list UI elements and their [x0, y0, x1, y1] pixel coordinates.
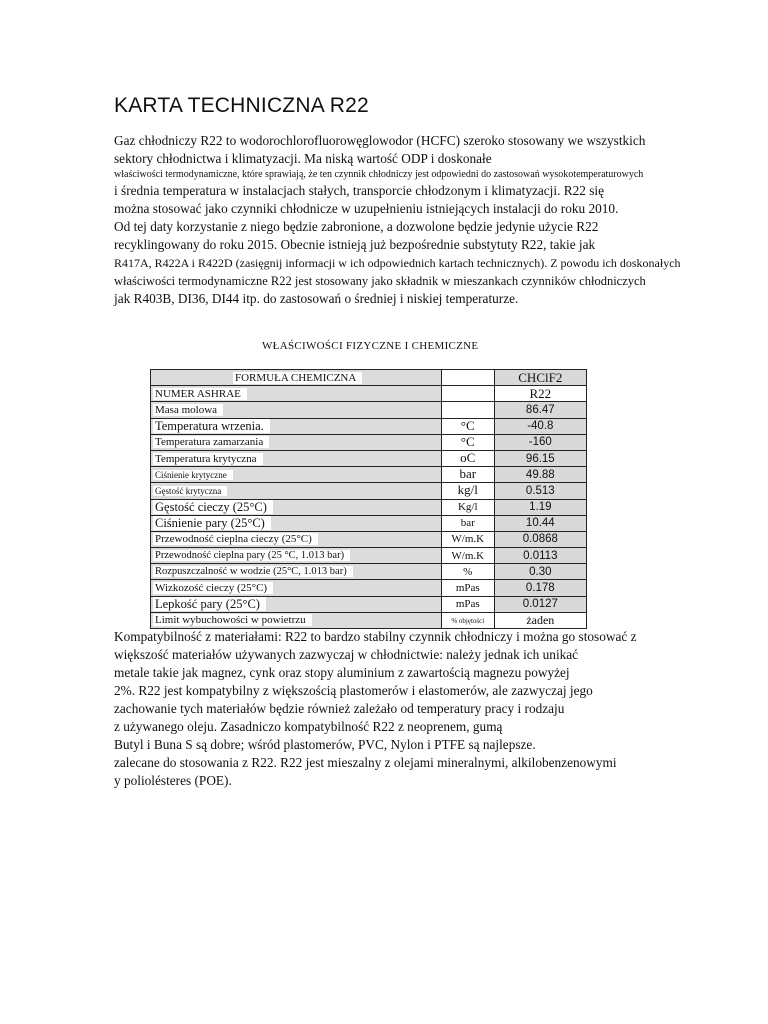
property-name: Przewodność cieplna cieczy (25°C) — [153, 533, 318, 545]
property-unit: mPas — [455, 598, 480, 611]
property-value: 49.88 — [494, 467, 586, 483]
property-value: 10.44 — [494, 515, 586, 531]
table-row — [151, 499, 587, 515]
property-value: 0.30 — [494, 564, 586, 580]
intro-paragraph — [114, 132, 714, 308]
table-row — [151, 515, 587, 531]
compatibility-paragraph — [114, 628, 714, 790]
property-name: Wizkozość cieczy (25°C) — [153, 582, 273, 594]
compat-line: y poliolésteres (POE). — [114, 773, 232, 788]
page-title: KARTA TECHNICZNA R22 — [114, 94, 369, 117]
compat-line: Kompatybilność z materiałami: R22 to bardzo stabilny czynnik chłodniczy i można go stosować z — [114, 629, 637, 644]
table-row — [151, 402, 587, 418]
property-unit: % — [463, 565, 473, 578]
table-row — [151, 450, 587, 466]
compat-line: zachowanie tych materiałów będzie również zależało od temperatury pracy i rodzaju — [114, 701, 565, 716]
property-value: żaden — [494, 612, 586, 628]
intro-line: właściwości termodynamiczne R22 jest stosowany jako składnik w mieszankach czynników chłodniczych — [114, 274, 646, 288]
table-row — [151, 612, 587, 628]
property-value: R22 — [494, 386, 586, 402]
table-row — [151, 467, 587, 483]
property-unit: W/m.K — [451, 533, 485, 546]
property-unit: °C — [460, 434, 475, 449]
property-name: Temperatura wrzenia. — [153, 419, 270, 433]
property-value: 0.0127 — [494, 596, 586, 612]
compat-line: 2%. R22 jest kompatybilny z większością plastomerów i elastomerów, ale zazwyczaj jego — [114, 683, 593, 698]
property-name: Przewodność cieplna pary (25 °C, 1.013 bar) — [153, 550, 350, 561]
table-row — [151, 386, 587, 402]
table-title: WŁAŚCIWOŚCI FIZYCZNE I CHEMICZNE — [262, 340, 479, 352]
property-name: Temperatura zamarzania — [153, 436, 269, 448]
property-name: Ciśnienie pary (25°C) — [153, 516, 271, 530]
property-name: Masa molowa — [153, 404, 223, 416]
compat-line: większość materiałów używanych zazwyczaj w chłodnictwie: należy jednak ich unikać — [114, 647, 579, 662]
table-row — [151, 548, 587, 564]
property-unit — [441, 370, 494, 386]
intro-line: jak R403B, DI36, DI44 itp. do zastosowań o średniej i niskiej temperaturze. — [114, 291, 519, 306]
table-row — [151, 418, 587, 434]
intro-line: sektory chłodnictwa i klimatyzacji. Ma niską wartość ODP i doskonałe — [114, 151, 492, 166]
property-unit: % objętości — [451, 616, 485, 625]
table-row — [151, 370, 587, 386]
compat-line: z używanego oleju. Zasadniczo kompatybilność R22 z neoprenem, gumą — [114, 719, 503, 734]
property-value: -40.8 — [494, 418, 586, 434]
property-value: 96.15 — [494, 450, 586, 466]
property-name: Temperatura krytyczna — [153, 453, 263, 465]
table-row — [151, 483, 587, 499]
property-name: FORMUŁA CHEMICZNA — [233, 372, 362, 384]
table-row — [151, 531, 587, 547]
property-value: 0.0113 — [494, 548, 586, 564]
intro-line: można stosować jako czynniki chłodnicze w uzupełnieniu istniejących instalacji do roku 2010. — [114, 201, 619, 216]
intro-line: i średnia temperatura w instalacjach stałych, transporcie chłodzonym i klimatyzacji. R22 się — [114, 183, 604, 198]
property-name: Lepkość pary (25°C) — [153, 597, 266, 611]
compat-line: zalecane do stosowania z R22. R22 jest mieszalny z olejami mineralnymi, alkilobenzenowymi — [114, 755, 617, 770]
intro-line: recyklingowany do roku 2015. Obecnie istnieją już bezpośrednie substytuty R22, takie jak — [114, 237, 596, 252]
property-unit: Kg/l — [457, 501, 478, 514]
property-value: 0.513 — [494, 483, 586, 499]
property-name: Gęstość krytyczna — [153, 486, 227, 496]
property-unit: bar — [460, 517, 475, 530]
property-value: 0.178 — [494, 580, 586, 596]
property-name: Limit wybuchowości w powietrzu — [153, 614, 312, 626]
property-unit: oC — [460, 450, 476, 466]
intro-line: Od tej daty korzystanie z niego będzie zabronione, a dozwolone będzie jedynie użycie R22 — [114, 219, 599, 234]
compat-line: Butyl i Buna S są dobre; wśród plastomerów, PVC, Nylon i PTFE są najlepsze. — [114, 737, 536, 752]
compat-line: metale takie jak magnez, cynk oraz stopy aluminium z zawartością magnezu powyżej — [114, 665, 570, 680]
intro-line: R417A, R422A i R422D (zasięgnij informacji w ich odpowiednich kartach technicznych). Z powodu ich doskonałych — [114, 256, 681, 270]
property-unit: mPas — [455, 582, 480, 595]
property-name: Ciśnienie krytyczne — [153, 470, 233, 480]
property-value: 0.0868 — [494, 531, 586, 547]
property-value: 86.47 — [494, 402, 586, 418]
properties-table — [150, 369, 587, 629]
intro-line: właściwości termodynamiczne, które sprawiają, że ten czynnik chłodniczy jest odpowiedni do zastosowań wysokotemperaturowych — [114, 169, 644, 180]
table-row — [151, 434, 587, 450]
property-unit: bar — [459, 466, 477, 482]
property-unit — [441, 402, 494, 418]
property-name: NUMER ASHRAE — [153, 388, 247, 400]
property-value: 1.19 — [494, 499, 586, 515]
table-row — [151, 596, 587, 612]
intro-line: Gaz chłodniczy R22 to wodorochlorofluorowęglowodor (HCFC) szeroko stosowany we wszystkich — [114, 133, 646, 148]
property-value: CHClF2 — [494, 370, 586, 386]
table-row — [151, 564, 587, 580]
property-name: Rozpuszczalność w wodzie (25°C, 1.013 bar) — [153, 566, 353, 577]
property-value: -160 — [494, 434, 586, 450]
property-unit: kg/l — [457, 482, 478, 498]
table-row — [151, 580, 587, 596]
property-unit: W/m.K — [451, 549, 485, 562]
property-name: Gęstość cieczy (25°C) — [153, 500, 273, 514]
property-unit — [441, 386, 494, 402]
property-unit: °C — [460, 418, 475, 433]
